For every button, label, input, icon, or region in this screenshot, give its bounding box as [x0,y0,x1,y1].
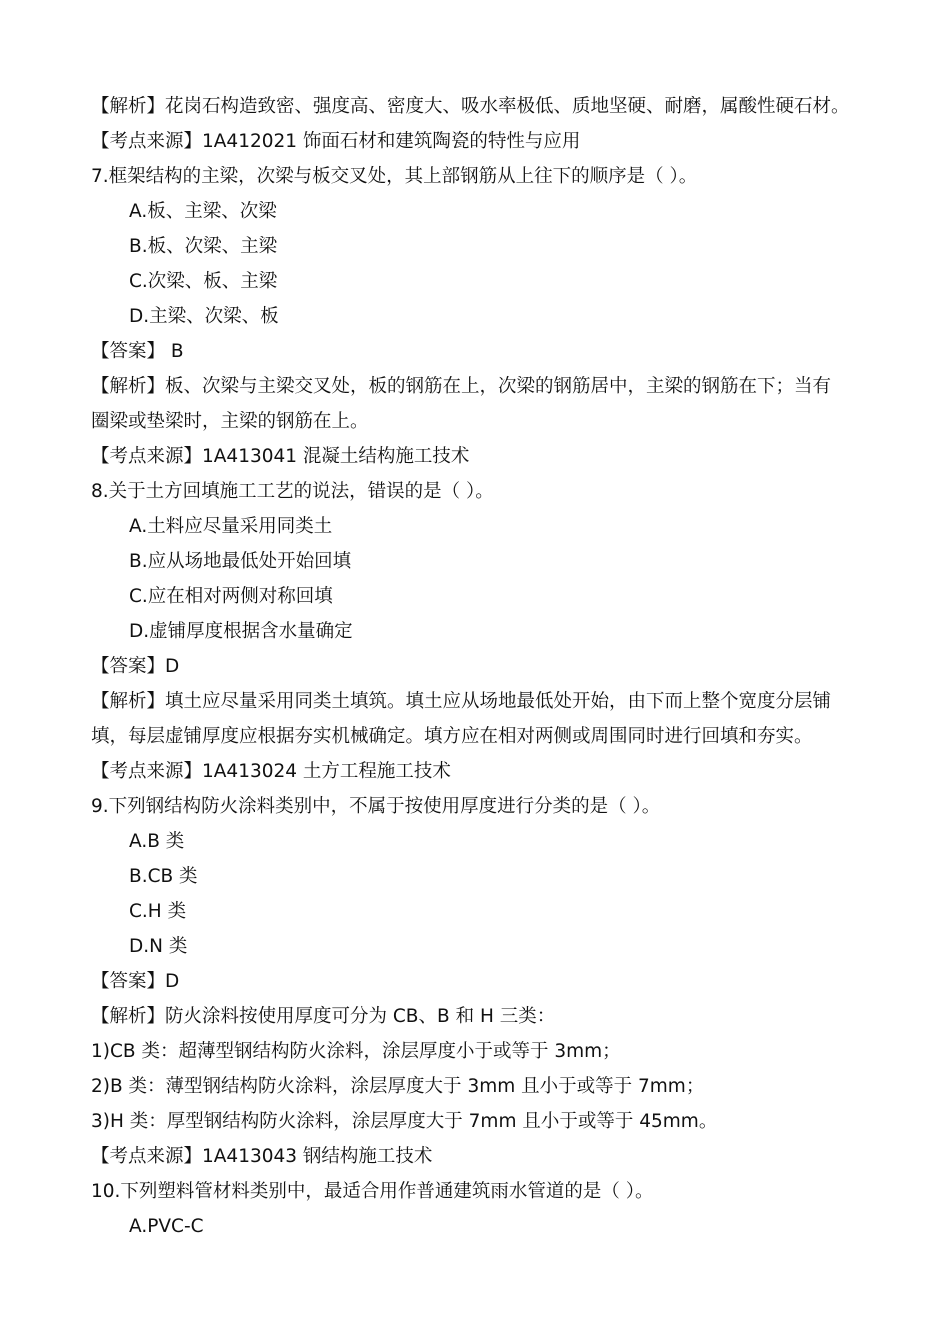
question-9: 9.下列钢结构防火涂料类别中，不属于按使用厚度进行分类的是（ ）。 [91,796,661,817]
question-9-answer: 【答案】D [91,971,180,992]
question-8-explanation-cont: 填，每层虚铺厚度应根据夯实机械确定。填方应在相对两侧或周围同时进行回填和夯实。 [91,726,813,747]
question-7-option-b: B.板、次梁、主梁 [129,236,278,257]
question-8-option-c: C.应在相对两侧对称回填 [129,586,333,607]
question-7-answer: 【答案】 B [91,341,184,362]
question-8-option-b: B.应从场地最低处开始回填 [129,551,352,572]
question-7: 7.框架结构的主梁，次梁与板交叉处，其上部钢筋从上往下的顺序是（ ）。 [91,166,698,187]
question-9-explanation-item-2: 2)B 类：薄型钢结构防火涂料，涂层厚度大于 3mm 且小于或等于 7mm； [91,1076,705,1097]
question-9-option-b: B.CB 类 [129,866,198,887]
question-8-option-a: A.土料应尽量采用同类土 [129,516,333,537]
question-8-answer: 【答案】D [91,656,180,677]
question-9-source: 【考点来源】1A413043 钢结构施工技术 [91,1146,433,1167]
question-8-option-d: D.虚铺厚度根据含水量确定 [129,621,353,642]
question-7-option-a: A.板、主梁、次梁 [129,201,277,222]
source-line: 【考点来源】1A412021 饰面石材和建筑陶瓷的特性与应用 [91,131,581,152]
question-9-explanation-item-3: 3)H 类：厚型钢结构防火涂料，涂层厚度大于 7mm 且小于或等于 45mm。 [91,1111,718,1132]
question-7-option-c: C.次梁、板、主梁 [129,271,278,292]
question-7-explanation: 【解析】板、次梁与主梁交叉处，板的钢筋在上，次梁的钢筋居中，主梁的钢筋在下；当有 [91,376,832,397]
question-8-source: 【考点来源】1A413024 土方工程施工技术 [91,761,451,782]
question-9-option-c: C.H 类 [129,901,187,922]
question-8-explanation: 【解析】填土应尽量采用同类土填筑。填土应从场地最低处开始，由下而上整个宽度分层铺 [91,691,832,712]
explanation-line: 【解析】花岗石构造致密、强度高、密度大、吸水率极低、质地坚硬、耐磨，属酸性硬石材。 [91,96,850,117]
question-7-source: 【考点来源】1A413041 混凝土结构施工技术 [91,446,470,467]
question-7-option-d: D.主梁、次梁、板 [129,306,279,327]
question-9-explanation: 【解析】防火涂料按使用厚度可分为 CB、B 和 H 三类： [91,1006,556,1027]
question-10: 10.下列塑料管材料类别中，最适合用作普通建筑雨水管道的是（ ）。 [91,1181,654,1202]
document-body [91,89,866,1244]
question-9-explanation-item-1: 1)CB 类：超薄型钢结构防火涂料，涂层厚度小于或等于 3mm； [91,1041,621,1062]
question-10-option-a: A.PVC-C [129,1216,204,1237]
question-7-explanation-cont: 圈梁或垫梁时，主梁的钢筋在上。 [91,411,369,432]
question-9-option-d: D.N 类 [129,936,188,957]
question-9-option-a: A.B 类 [129,831,185,852]
question-8: 8.关于土方回填施工工艺的说法，错误的是（ ）。 [91,481,494,502]
